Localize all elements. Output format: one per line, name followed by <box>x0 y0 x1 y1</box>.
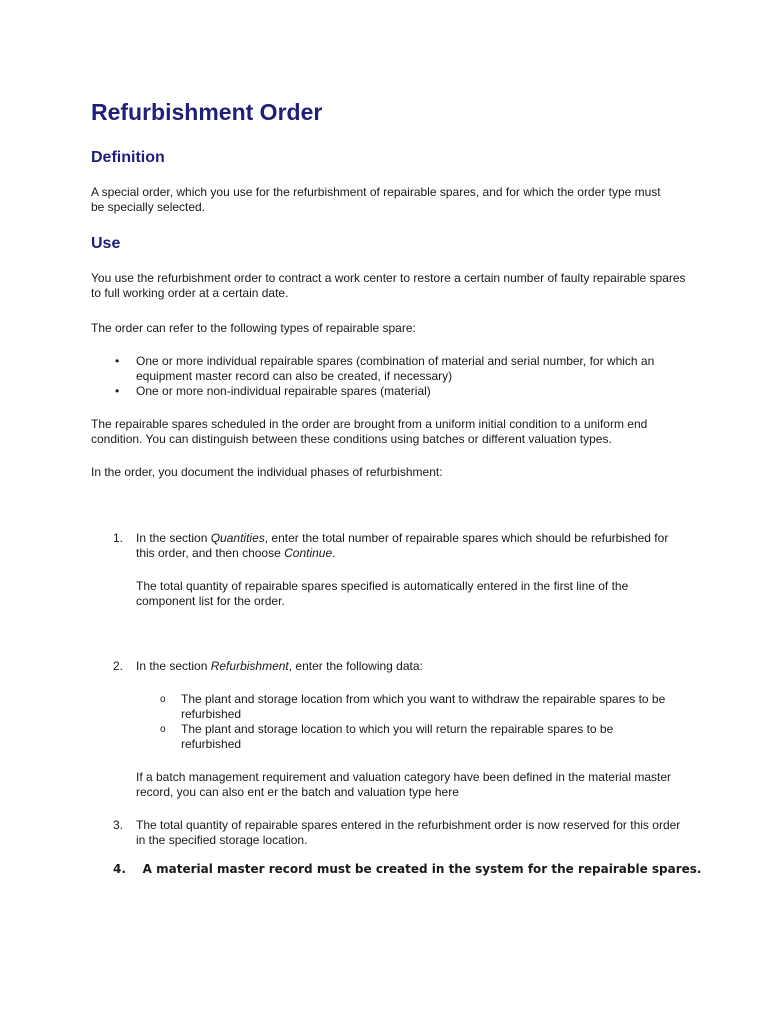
step-number: 2. <box>113 659 124 673</box>
use-paragraph-4: In the order, you document the individual phases of refurbishment: <box>91 465 443 479</box>
step-1-note: The total quantity of repairable spares specified is automatically entered in the first line of the component list for the order. <box>136 579 629 608</box>
bullet-marker: • <box>115 384 120 398</box>
use-paragraph-3: The repairable spares scheduled in the order are brought from a uniform initial condition to a uniform end condition. You can distinguish between these conditions using batches or different valuation types. <box>91 417 648 446</box>
definition-heading: Definition <box>91 149 165 166</box>
bullet-marker: • <box>115 354 120 368</box>
step-number: 3. <box>113 818 124 832</box>
sub-bullet-item: The plant and storage location to which you will return the repairable spares to be refurbished <box>181 722 614 751</box>
sub-bullet-marker: o <box>160 694 166 705</box>
use-paragraph-2: The order can refer to the following types of repairable spare: <box>91 321 416 335</box>
bullet-item: One or more individual repairable spares (combination of material and serial number, for which an equipment master record can also be created, if necessary) <box>136 354 655 383</box>
step-1-text: In the section Quantities, enter the total number of repairable spares which should be refurbished for this order, and then choose Continue. <box>136 531 669 560</box>
sub-bullet-item: The plant and storage location from which you want to withdraw the repairable spares to be refurbished <box>181 692 666 721</box>
definition-text: A special order, which you use for the refurbishment of repairable spares, and for which the order type must be specially selected. <box>91 185 661 214</box>
step-3-text: The total quantity of repairable spares entered in the refurbishment order is now reserved for this order in the specified storage location. <box>136 818 681 847</box>
sub-bullet-marker: o <box>160 724 166 735</box>
use-paragraph-1: You use the refurbishment order to contract a work center to restore a certain number of faulty repairable spares to full working order at a certain date. <box>91 271 686 300</box>
step-number: 1. <box>113 531 124 545</box>
step-4-text: 4. A material master record must be created in the system for the repairable spares. <box>113 862 702 876</box>
step-2-text: In the section Refurbishment, enter the following data: <box>136 659 423 673</box>
step-2-note: If a batch management requirement and valuation category have been defined in the material master record, you can also ent er the batch and valuation type here <box>136 770 671 799</box>
page-title: Refurbishment Order <box>91 99 323 125</box>
bullet-item: One or more non-individual repairable spares (material) <box>136 384 431 398</box>
use-heading: Use <box>91 235 121 252</box>
